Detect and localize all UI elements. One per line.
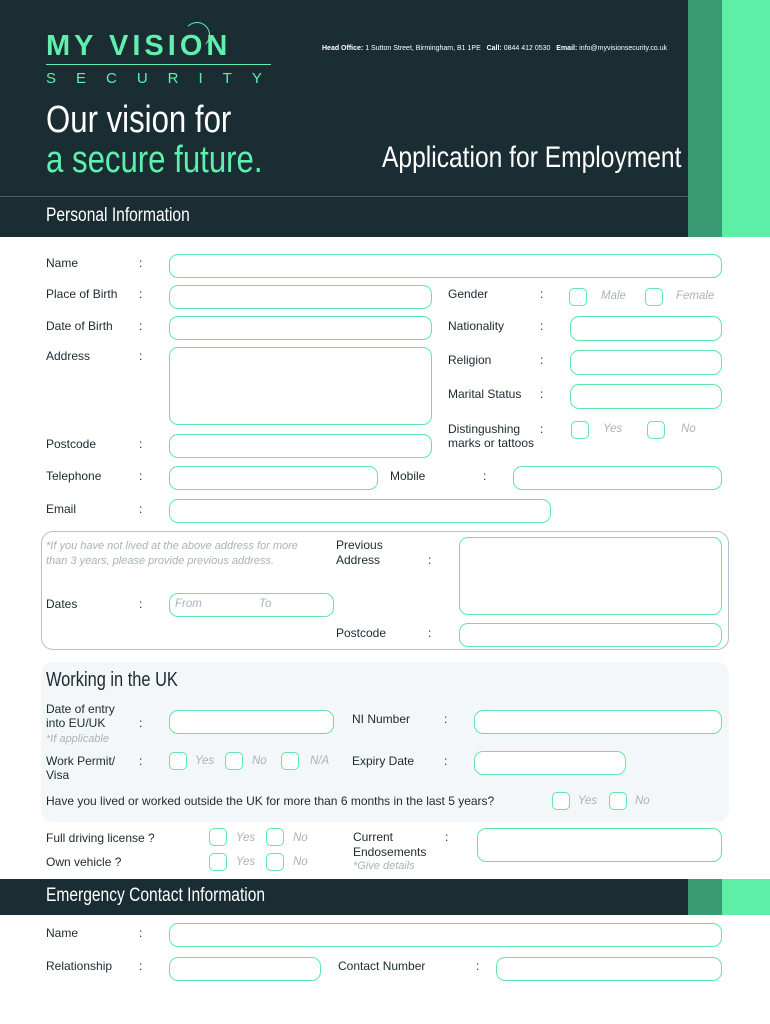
no-option-label: No: [635, 795, 650, 807]
work-permit-label-line1: Work Permit/: [46, 754, 116, 768]
work-permit-no-checkbox[interactable]: [225, 752, 243, 770]
previous-address-hint: *If you have not lived at the above address for more than 3 years, please provide previous address.: [46, 540, 298, 567]
email-label: Email: [46, 502, 77, 516]
working-uk-heading: Working in the UK: [46, 669, 178, 691]
endorsements-label-line1: Current: [353, 830, 394, 844]
tagline: [46, 100, 263, 180]
license-no-checkbox[interactable]: [266, 828, 284, 846]
name-field[interactable]: [169, 254, 722, 278]
na-option-label: N/A: [310, 755, 330, 767]
email-value: info@myvisionsecurity.co.uk: [579, 45, 668, 52]
yes-option-label: Yes: [236, 856, 256, 868]
colon: :: [139, 287, 143, 301]
colon: :: [139, 502, 143, 516]
logo-subtitle: SECURITY: [46, 70, 282, 87]
colon: :: [139, 437, 143, 451]
driving-license-label: Full driving license ?: [46, 831, 155, 845]
colon: :: [540, 319, 544, 333]
call-value: 0844 412 0530: [503, 45, 551, 52]
header-divider: [0, 196, 688, 197]
nationality-label: Nationality: [448, 319, 505, 333]
colon: :: [445, 830, 449, 844]
gender-female-checkbox[interactable]: [645, 288, 663, 306]
head-office-label: Head Office:: [322, 45, 364, 52]
work-permit-na-checkbox[interactable]: [281, 752, 299, 770]
name-label: Name: [46, 256, 79, 270]
header-stripe-mint: [722, 0, 770, 237]
own-vehicle-label: Own vehicle ?: [46, 855, 122, 869]
lived-outside-question: Have you lived or worked outside the UK for more than 6 months in the last 5 years?: [46, 794, 495, 808]
yes-option-label: Yes: [603, 423, 623, 435]
colon: :: [444, 754, 448, 768]
page-title: Application for Employment: [382, 141, 682, 174]
tattoos-yes-checkbox[interactable]: [571, 421, 589, 439]
colon: :: [444, 712, 448, 726]
tattoos-no-checkbox[interactable]: [647, 421, 665, 439]
colon: :: [139, 469, 143, 483]
colon: :: [139, 597, 143, 611]
colon: :: [139, 349, 143, 363]
license-yes-checkbox[interactable]: [209, 828, 227, 846]
endorsements-field[interactable]: [477, 828, 722, 862]
address-label: Address: [46, 349, 91, 363]
colon: :: [428, 553, 432, 567]
no-option-label: No: [293, 856, 308, 868]
logo-rule: [46, 64, 271, 65]
colon: :: [139, 926, 143, 940]
lived-outside-no-checkbox[interactable]: [609, 792, 627, 810]
colon: :: [483, 469, 487, 483]
logo-wordmark: MY VISION: [46, 30, 232, 62]
head-office-value: 1 Sutton Street, Birmingham, B1 1PE: [365, 45, 481, 52]
expiry-date-label: Expiry Date: [352, 754, 415, 768]
date-of-entry-field[interactable]: [169, 710, 334, 734]
tagline-line2: a secure future.: [46, 139, 263, 181]
colon: :: [139, 256, 143, 270]
ni-number-field[interactable]: [474, 710, 722, 734]
to-placeholder: To: [259, 598, 272, 610]
contact-number-label: Contact Number: [338, 959, 426, 973]
colon: :: [139, 959, 143, 973]
religion-label: Religion: [448, 353, 492, 367]
previous-postcode-field[interactable]: [459, 623, 722, 647]
work-permit-label-line2: Visa: [46, 768, 70, 782]
postcode-label: Postcode: [46, 437, 97, 451]
emergency-stripe-mint: [722, 879, 770, 915]
telephone-field[interactable]: [169, 466, 378, 490]
address-field[interactable]: [169, 347, 432, 425]
call-label: Call:: [486, 45, 502, 52]
lived-outside-yes-checkbox[interactable]: [552, 792, 570, 810]
previous-address-field[interactable]: [459, 537, 722, 615]
telephone-label: Telephone: [46, 469, 102, 483]
gender-male-checkbox[interactable]: [569, 288, 587, 306]
mobile-label: Mobile: [390, 469, 426, 483]
emergency-heading: Emergency Contact Information: [46, 885, 266, 906]
emergency-name-field[interactable]: [169, 923, 722, 947]
yes-option-label: Yes: [236, 832, 256, 844]
logo-arc-icon: [184, 22, 210, 48]
emergency-name-label: Name: [46, 926, 79, 940]
female-option-label: Female: [676, 290, 715, 302]
colon: :: [540, 387, 544, 401]
colon: :: [428, 626, 432, 640]
expiry-date-field[interactable]: [474, 751, 626, 775]
personal-heading: Personal Information: [46, 205, 190, 226]
no-option-label: No: [681, 423, 696, 435]
date-of-birth-field[interactable]: [169, 316, 432, 340]
dates-label: Dates: [46, 597, 78, 611]
give-details-note: *Give details: [353, 860, 415, 872]
mobile-field[interactable]: [513, 466, 722, 490]
contact-number-field[interactable]: [496, 957, 722, 981]
colon: :: [139, 716, 143, 730]
colon: :: [476, 959, 480, 973]
yes-option-label: Yes: [195, 755, 215, 767]
if-applicable-note: *If applicable: [46, 733, 109, 745]
distinguishing-label-line2: marks or tattoos: [448, 436, 535, 450]
gender-label: Gender: [448, 287, 489, 301]
marital-status-label: Marital Status: [448, 387, 522, 401]
email-field[interactable]: [169, 499, 551, 523]
previous-postcode-label: Postcode: [336, 626, 387, 640]
previous-address-label-line2: Address: [336, 553, 381, 567]
date-of-entry-label-line1: Date of entry: [46, 702, 115, 716]
place-of-birth-field[interactable]: [169, 285, 432, 309]
yes-option-label: Yes: [578, 795, 598, 807]
distinguishing-label-line1: Distingushing: [448, 422, 521, 436]
nationality-field[interactable]: [570, 316, 722, 341]
postcode-field[interactable]: [169, 434, 432, 458]
date-of-entry-label-line2: into EU/UK: [46, 716, 106, 730]
colon: :: [139, 319, 143, 333]
place-of-birth-label: Place of Birth: [46, 287, 118, 301]
email-label: Email:: [556, 45, 578, 52]
contact-details: [322, 45, 667, 52]
from-placeholder: From: [175, 598, 202, 610]
religion-field[interactable]: [570, 350, 722, 375]
colon: :: [540, 422, 544, 436]
relationship-label: Relationship: [46, 959, 113, 973]
date-of-birth-label: Date of Birth: [46, 319, 113, 333]
colon: :: [540, 353, 544, 367]
relationship-field[interactable]: [169, 957, 321, 981]
vehicle-no-checkbox[interactable]: [266, 853, 284, 871]
colon: :: [540, 287, 544, 301]
no-option-label: No: [252, 755, 267, 767]
ni-number-label: NI Number: [352, 712, 411, 726]
header-stripe-green: [688, 0, 722, 237]
marital-status-field[interactable]: [570, 384, 722, 409]
endorsements-label-line2: Endosements: [353, 845, 427, 859]
male-option-label: Male: [601, 290, 626, 302]
work-permit-yes-checkbox[interactable]: [169, 752, 187, 770]
vehicle-yes-checkbox[interactable]: [209, 853, 227, 871]
colon: :: [139, 754, 143, 768]
no-option-label: No: [293, 832, 308, 844]
tagline-line1: Our vision for: [46, 99, 232, 141]
previous-address-label-line1: Previous: [336, 538, 383, 552]
